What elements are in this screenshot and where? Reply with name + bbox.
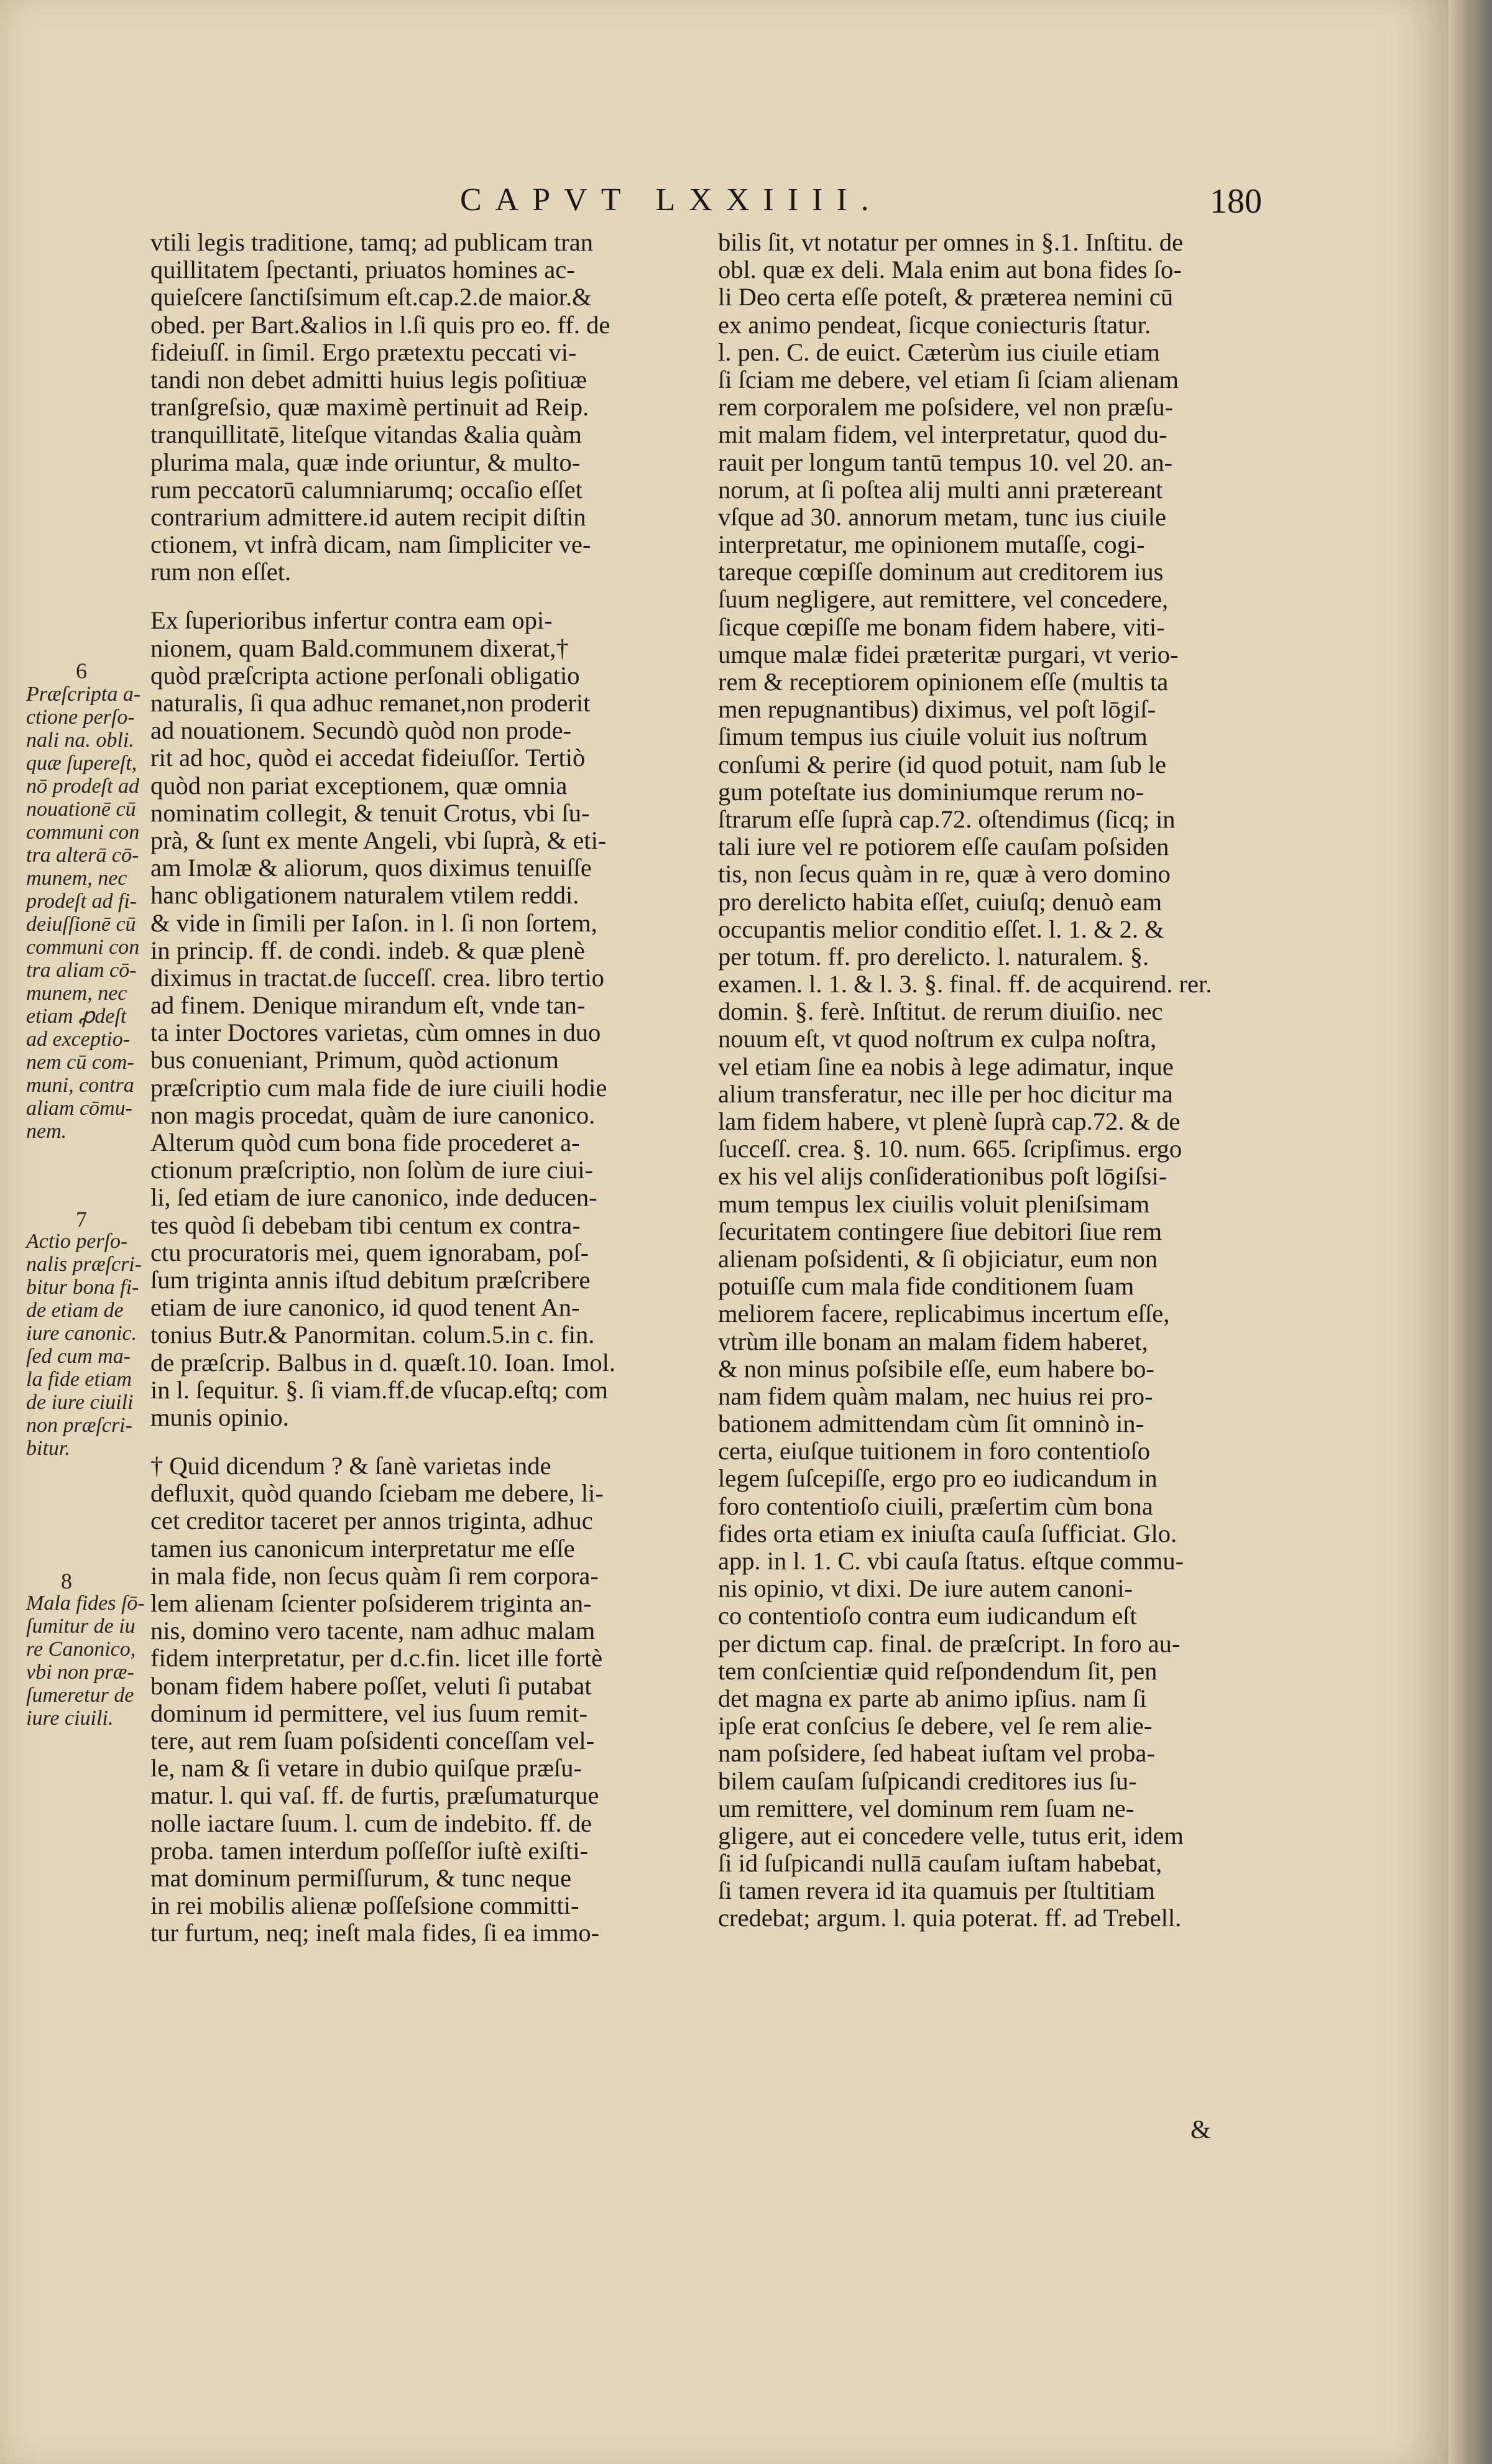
text-line: pro derelicto habita eſſet, cuiuſq; denuò eam [718,888,1163,916]
text-line: tareque cœpiſſe dominum aut creditorem ius [718,558,1164,586]
margin-note-line: de etiam de [26,1299,124,1322]
text-line: in princip. ff. de condi. indeb. & quæ plenè [150,936,585,964]
text-line: tis, non ſecus quàm in re, quæ à vero domino [718,861,1171,888]
text-line: obl. quæ ex deli. Mala enim aut bona fides ſo- [718,256,1182,284]
margin-note-line: munem, nec [26,867,127,890]
margin-note-line: munem, nec [26,982,127,1005]
text-line: examen. l. 1. & l. 3. §. final. ff. de acquirend. rer. [718,971,1212,999]
text-line: bationem admittendam cùm ſit omninò in- [718,1410,1144,1438]
margin-note-line: ſumeretur de [26,1684,134,1707]
text-line: fides orta etiam ex iniuſta cauſa ſufficiat. Glo. [718,1520,1177,1548]
text-line: vel etiam ſine ea nobis à lege adimatur, inque [718,1053,1174,1081]
text-line: norum, at ſi poſtea alij multi anni prætereant [718,476,1163,504]
margin-note-line: tra aliam cō- [26,959,137,982]
text-line: quòd præſcripta actione perſonali obligatio [150,662,580,690]
text-line: ta inter Doctores varietas, cùm omnes in duo [150,1019,601,1047]
text-line: app. in l. 1. C. vbi cauſa ſtatus. eſtque commu- [718,1548,1184,1575]
text-line: præſcriptio cum mala fide de iure ciuili hodie [150,1074,607,1102]
paragraph-2 [150,607,673,1431]
text-line: rem & receptiorem opinionem eſſe (multis ta [718,668,1169,696]
right-text-column [718,229,1240,1932]
paragraph-1 [150,229,673,586]
text-line: etiam de iure canonico, id quod tenent An- [150,1294,580,1322]
text-line: bilis ſit, vt notatur per omnes in §.1. Inſtitu. de [718,229,1184,256]
text-line: per dictum cap. final. de præſcript. In foro au- [718,1630,1181,1658]
text-line: mum tempus lex ciuilis voluit pleniſsimam [718,1190,1150,1218]
text-line: de præſcrip. Balbus in d. quæſt.10. Ioan. Imol. [150,1349,616,1377]
text-line: um remittere, vel dominum rem ſuam ne- [718,1794,1135,1822]
margin-note-line: vbi non præ- [26,1661,134,1684]
text-line: ex animo pendeat, ſicque coniecturis ſtatur. [718,311,1151,339]
margin-note-line: la fide etiam [26,1368,132,1391]
text-line: ſi tamen revera id ita quamuis per ſtultitiam [718,1877,1155,1905]
page-number: 180 [1210,182,1262,221]
text-line: rum non eſſet. [150,558,292,586]
text-line: tur furtum, neq; ineſt mala fides, ſi ea immo- [150,1919,600,1947]
text-line: naturalis, ſi qua adhuc remanet,non proderit [150,690,591,717]
text-line: quòd non pariat exceptionem, quæ omnia [150,772,568,800]
text-line: interpretatur, me opinionem mutaſſe, cogi- [718,531,1145,559]
margin-note-line: tra alterā cō- [26,844,139,867]
margin-note-line: nali na. obli. [26,729,134,752]
text-line: non magis procedat, quàm de iure canonico. [150,1101,596,1129]
text-line: vtili legis traditione, tamq; ad publicam tran [150,229,593,256]
margin-note-line: ſed cum ma- [26,1345,131,1368]
margin-note-line: iure canonic. [26,1322,137,1345]
text-line: & vide in ſimili per Iaſon. in l. ſi non ſortem, [150,909,597,937]
text-line: vtrùm ille bonam an malam fidem haberet, [718,1327,1148,1355]
text-line: alium transferatur, nec ille per hoc dicitur ma [718,1080,1173,1108]
text-line: conſumi & perire (id quod potuit, nam ſub le [718,750,1166,778]
margin-note-7 [26,1230,142,1460]
text-line: mit malam fidem, vel interpretatur, quod du- [718,421,1167,449]
text-line: co contentioſo contra eum iudicandum eſt [718,1602,1137,1630]
margin-note-line: de iure ciuili [26,1391,134,1414]
text-line: diximus in tractat.de ſucceſſ. crea. libro tertio [150,964,604,992]
text-line: tonius Butr.& Panormitan. colum.5.in c. fin. [150,1321,595,1349]
text-line: ctionem, vt infrà dicam, nam ſimpliciter ve- [150,531,591,559]
margin-note-line: non præſcri- [26,1414,132,1437]
margin-note-line: muni, contra [26,1074,134,1097]
margin-note-line: deiuſſionē cū [26,913,136,936]
margin-number-6: 6 [76,658,87,683]
text-line: ſi ſciam me debere, vel etiam ſi ſciam alienam [718,366,1179,394]
text-line: nolle iactare ſuum. l. cum de indebito. ff. de [150,1809,592,1837]
margin-note-line: aliam cōmu- [26,1097,132,1120]
text-line: bus conueniant, Primum, quòd actionum [150,1046,559,1074]
text-line: lem alienam ſcienter poſsiderem triginta an- [150,1590,592,1617]
text-line: meliorem facere, replicabimus incertum eſſe, [718,1300,1170,1328]
text-line: bonam fidem habere poſſet, veluti ſi putabat [150,1672,592,1700]
text-line: ad nouationem. Secundò quòd non prode- [150,717,572,745]
text-line: tranquillitatē, liteſque vitandas &alia quàm [150,421,582,449]
text-line: ſucceſſ. crea. §. 10. num. 665. ſcripſimus. ergo [718,1135,1182,1163]
right-paragraph [718,229,1240,1932]
margin-number-8: 8 [61,1569,72,1594]
margin-note-line: bitur. [26,1437,70,1460]
margin-note-line: prodeſt ad fi- [26,890,137,913]
text-line: alienam poſsidenti, & ſi objiciatur, eum non [718,1245,1158,1273]
text-line: le, nam & ſi vetare in dubio quiſque præſu- [150,1755,582,1783]
text-line: ſtrarum eſſe ſuprà cap.72. oſtendimus (ſicq; in [718,805,1176,833]
text-line: gligere, aut ei concedere velle, tutus erit, idem [718,1822,1184,1850]
text-line: bilem cauſam ſuſpicandi creditores ius ſu- [718,1767,1137,1795]
text-line: ad finem. Denique mirandum eſt, vnde tan- [150,992,586,1020]
text-line: mat dominum permiſſurum, & tunc neque [150,1864,572,1892]
text-line: tamen ius canonicum interpretatur me eſſe [150,1534,575,1562]
text-line: potuiſſe cum mala fide conditionem ſuam [718,1273,1135,1301]
text-line: li, ſed etiam de iure canonico, inde deducen- [150,1184,597,1212]
text-line: vſque ad 30. annorum metam, tunc ius ciuile [718,503,1166,531]
margin-note-line: Mala fides ſō- [26,1592,145,1615]
text-line: cet creditor taceret per annos triginta, adhuc [150,1507,593,1535]
margin-note-line: re Canonico, [26,1638,136,1661]
text-line: contrarium admittere.id autem recipit diſtin [150,503,586,531]
text-line: tandi non debet admitti huius legis poſitiuæ [150,366,587,394]
text-line: quillitatem ſpectanti, priuatos homines ac- [150,256,575,284]
text-line: in rei mobilis alienæ poſſeſsione committi- [150,1892,579,1920]
text-line: domin. §. ferè. Inſtitut. de rerum diuiſio. nec [718,998,1163,1026]
text-line: nis opinio, vt dixi. De iure autem canoni- [718,1575,1133,1603]
text-line: tes quòd ſi debebam tibi centum ex contra- [150,1211,581,1239]
text-line: ſum triginta annis iſtud debitum præſcribere [150,1266,591,1294]
margin-note-line: communi con [26,821,140,844]
text-line: foro contentioſo ciuili, præſertim cùm bona [718,1492,1153,1520]
text-line: rauit per longum tantū tempus 10. vel 20. an- [718,448,1173,476]
paragraph-3 [150,1452,673,1947]
text-line: rum peccatorū calumniarumq; occaſio eſſet [150,476,583,504]
text-line: l. pen. C. de euict. Cæterùm ius ciuile etiam [718,338,1160,366]
text-line: fideiuſſ. in ſimil. Ergo prætextu peccati vi- [150,338,577,366]
text-line: hanc obligationem naturalem vtilem reddi. [150,882,579,910]
text-line: quieſcere ſanctiſsimum eſt.cap.2.de maior.& [150,284,592,311]
text-line: rit ad hoc, quòd ei accedat fideiuſſor. Tertiò [150,744,586,772]
margin-note-line: nem. [26,1120,67,1143]
text-line: ſi id ſuſpicandi nullā cauſam iuſtam habebat, [718,1850,1163,1878]
text-line: matur. l. qui vaſ. ff. de furtis, præſumaturque [150,1782,599,1810]
text-line: umque malæ fidei præteritæ purgari, vt verio- [718,640,1179,668]
margin-note-line: communi con [26,936,140,959]
text-line: nis, domino vero tacente, nam adhuc malam [150,1617,596,1645]
margin-note-line: bitur bona fi- [26,1276,139,1299]
margin-note-line: nō prodeſt ad [26,775,139,798]
margin-note-line: quæ ſupereſt, [26,752,137,775]
text-line: rem corporalem me poſsidere, vel non præſu- [718,394,1174,422]
text-line: nam fidem quàm malam, nec huius rei pro- [718,1382,1153,1410]
text-line: det magna ex parte ab animo ipſius. nam ſi [718,1684,1147,1712]
margin-note-line: nem cū com- [26,1051,134,1074]
text-line: plurima mala, quæ inde oriuntur, & multo- [150,448,581,476]
margin-number-7: 7 [76,1207,87,1232]
text-line: in mala fide, non ſecus quàm ſi rem corpora- [150,1562,599,1590]
margin-note-line: ctione perſo- [26,706,135,729]
text-line: occupantis melior conditio eſſet. l. 1. & 2. & [718,915,1164,943]
text-line: Ex ſuperioribus infertur contra eam opi- [150,607,553,635]
text-line: nam poſsidere, ſed habeat iuſtam vel proba- [718,1740,1155,1768]
text-line: fidem interpretatur, per d.c.fin. licet ille fortè [150,1645,603,1673]
text-line: legem ſuſcepiſſe, ergo pro eo iudicandum in [718,1465,1158,1493]
text-line: tali iure vel re potiorem eſſe cauſam poſsiden [718,833,1169,861]
text-line: tere, aut rem ſuam poſsidenti conceſſam vel- [150,1727,595,1755]
margin-note-line: etiam ꝓdeſt [26,1005,127,1028]
text-line: tranſgreſsio, quæ maximè pertinuit ad Reip. [150,394,589,422]
text-line: prà, & ſunt ex mente Angeli, vbi ſuprà, & eti- [150,826,607,854]
catchword: & [1190,2116,1211,2144]
text-line: ctu procuratoris mei, quem ignorabam, poſ- [150,1239,589,1267]
margin-note-line: nouationē cū [26,798,136,821]
text-line: defluxit, quòd quando ſciebam me debere, li- [150,1480,604,1508]
margin-note-line: Actio perſo- [26,1230,128,1253]
text-line: obed. per Bart.&alios in l.ſi quis pro eo. ff. de [150,311,610,339]
text-line: certa, eiuſque tuitionem in foro contentioſo [718,1437,1151,1465]
left-text-column [150,229,673,1947]
page-edge [1448,0,1492,2464]
margin-note-line: nalis præſcri- [26,1253,142,1276]
text-line: li Deo certa eſſe poteſt, & præterea nemini cū [718,284,1174,311]
text-line: nionem, quam Bald.communem dixerat,† [150,634,569,662]
text-line: ſimum tempus ius ciuile voluit ius noſtrum [718,723,1148,751]
text-line: dominum id permittere, vel ius ſuum remit- [150,1699,587,1727]
text-line: ſecuritatem contingere ſiue debitori ſiue rem [718,1217,1163,1245]
text-line: & non minus poſsibile eſſe, eum habere bo- [718,1355,1154,1383]
text-line: ex his vel alijs conſiderationibus poſt lōgiſsi- [718,1163,1167,1191]
text-line: gum poteſtate ius dominiumque rerum no- [718,778,1144,806]
chapter-title: CAPVT LXXIIII. [460,182,883,218]
text-line: tem conſcientiæ quid reſpondendum ſit, pen [718,1657,1158,1685]
text-line: men repugnantibus) diximus, vel poſt lōgiſ- [718,696,1156,724]
margin-note-8 [26,1592,145,1730]
margin-note-line: ſumitur de iu [26,1615,136,1638]
margin-note-line: ad exceptio- [26,1028,131,1051]
text-line: credebat; argum. l. quia poterat. ff. ad Trebell. [718,1904,1182,1932]
text-line: in l. ſequitur. §. ſi viam.ff.de vſucap.eſtq; com [150,1376,608,1404]
text-line: ctionum præſcriptio, non ſolùm de iure ciui- [150,1156,593,1184]
text-line: nouum eſt, vt quod noſtrum ex culpa noſtra, [718,1025,1157,1053]
text-line: ſuum negligere, aut remittere, vel concedere, [718,586,1169,614]
text-line: Alterum quòd cum bona fide procederet a- [150,1129,580,1156]
text-line: ſicque cœpiſſe me bonam fidem habere, viti- [718,613,1165,641]
text-line: proba. tamen interdum poſſeſſor iuſtè exiſti- [150,1837,589,1865]
margin-note-6 [26,683,140,1143]
text-line: munis opinio. [150,1403,289,1431]
text-line: nominatim collegit, & tenuit Crotus, vbi ſu- [150,799,590,827]
text-line: lam fidem habere, vt plenè ſuprà cap.72. & de [718,1108,1181,1135]
text-line: † Quid dicendum ? & ſanè varietas inde [150,1452,551,1480]
text-line: per totum. ff. pro derelicto. l. naturalem. §. [718,943,1149,971]
text-line: am Imolæ & aliorum, quos diximus tenuiſſe [150,854,592,882]
margin-note-line: iure ciuili. [26,1707,114,1730]
text-line: ipſe erat conſcius ſe debere, vel ſe rem alie- [718,1712,1153,1740]
margin-note-line: Præſcripta a- [26,683,141,706]
